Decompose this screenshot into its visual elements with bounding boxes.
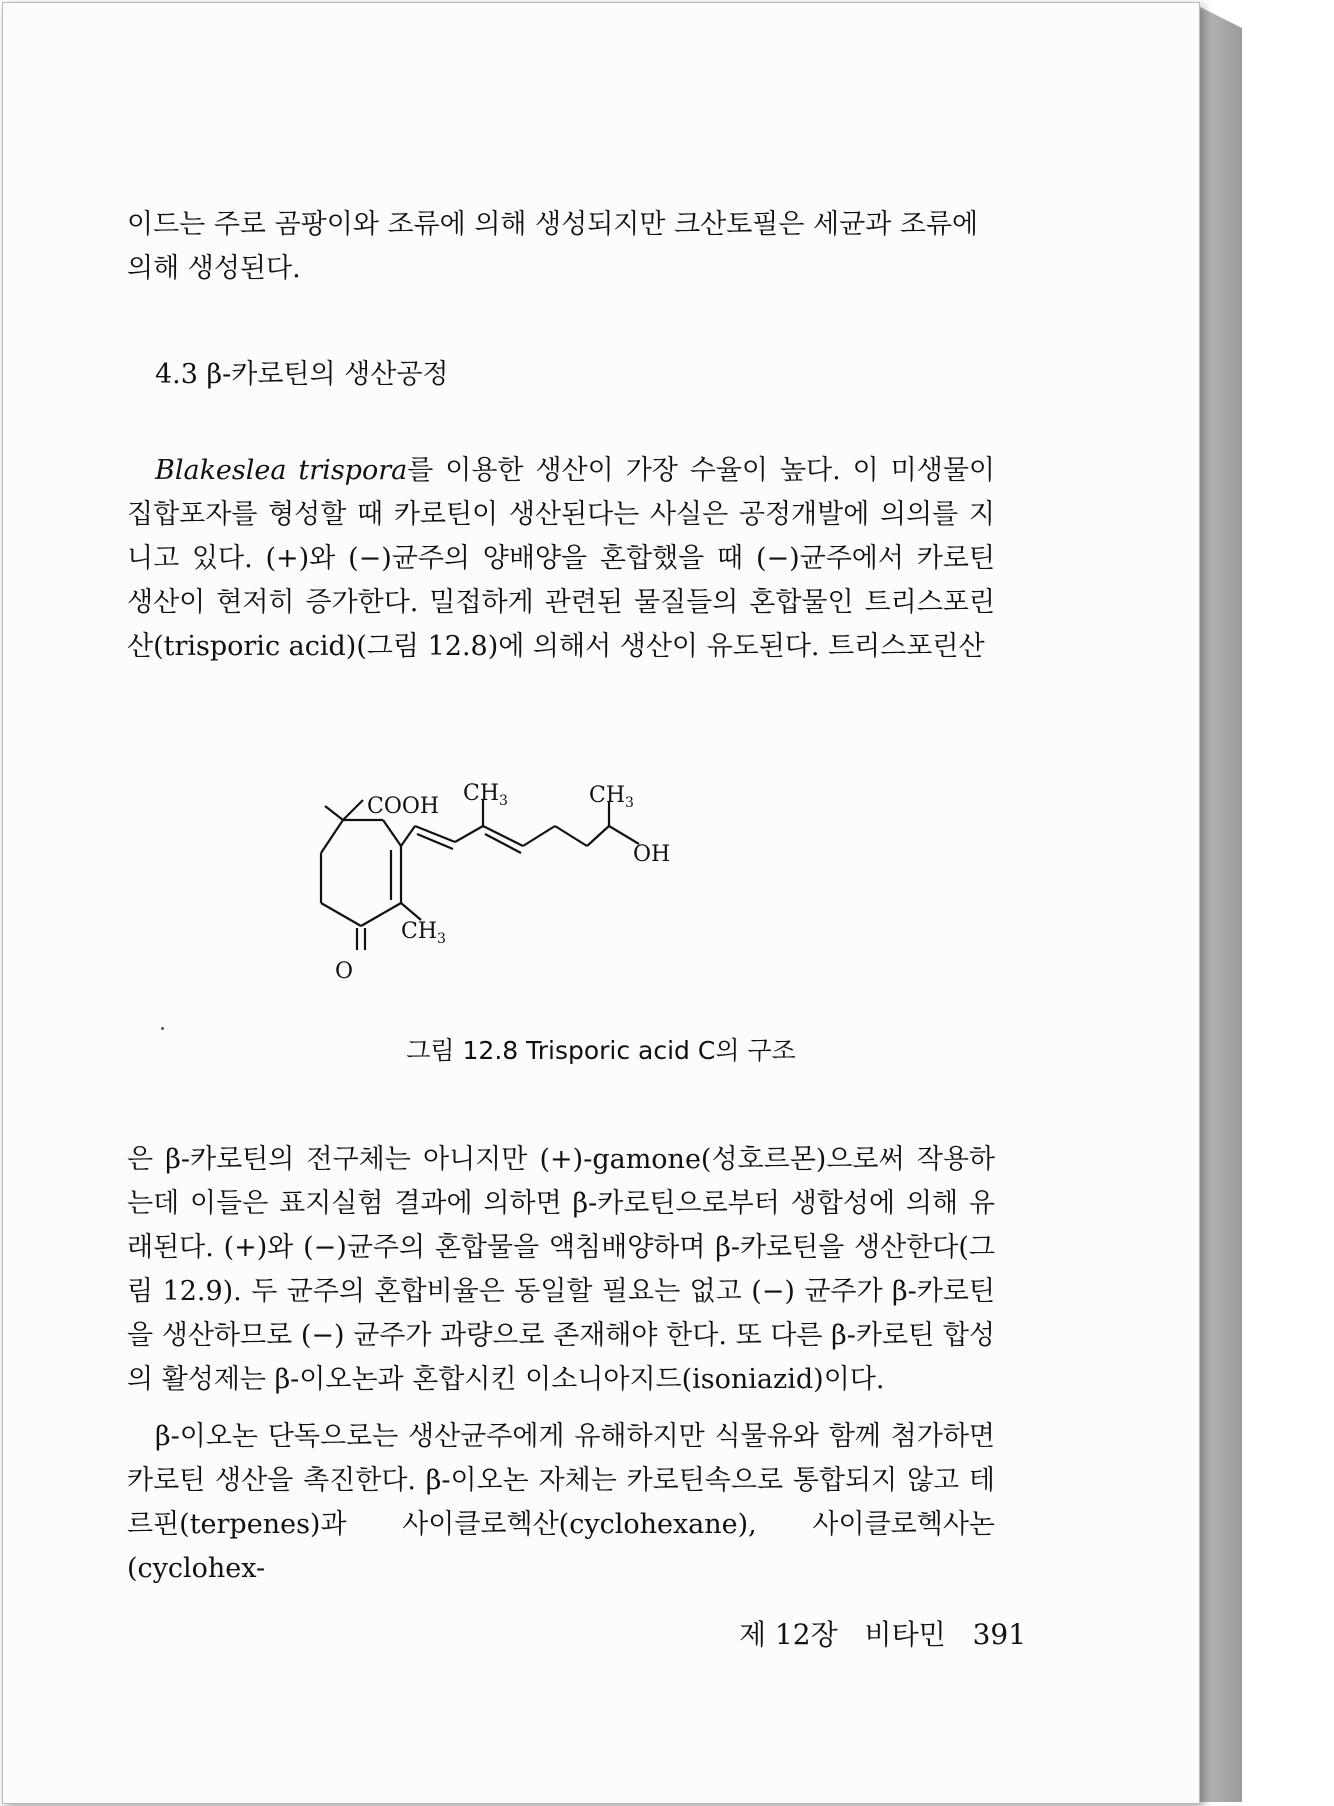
book-page [2,2,1200,1804]
label-cooh: COOH [367,794,440,819]
paragraph-blakeslea [127,449,995,669]
paragraph-ionone-text: β-이오논 단독으로는 생산균주에게 유해하지만 식물유와 함께 첨가하면 카로틴 생산을 촉진한다. β-이오논 자체는 카로틴속으로 통합되지 않고 테르핀(terpenes)과 사이클로헥산(cyclohexane), 사이클로헥사논(cyclohex- [127,1421,995,1584]
print-speck [161,1027,164,1030]
intro-paragraph [127,203,995,291]
paragraph-ionone [127,1415,995,1591]
label-ch3-chain-1: $CH_3$ [463,781,508,809]
molecule-bonds [321,800,639,950]
page-number: 391 [972,1618,1027,1651]
label-ch3-ring: $CH_3$ [401,919,446,947]
book-page-edge [1198,6,1242,1802]
intro-line-2: 의해 생성된다. [127,253,301,284]
page-footer [739,1613,1044,1653]
footer-chapter: 제 12장 [739,1618,838,1651]
paragraph-gamone-text: 은 β-카로틴의 전구체는 아니지만 (+)-gamone(성호르몬)으로써 작용하는데 이들은 표지실험 결과에 의하면 β-카로틴으로부터 생합성에 의해 유래된다. (+)와 (−)균주의 혼합물을 액침배양하며 β-카로틴을 생산한다(그림 12.9). 두 균주의 혼합비율은 동일할 필요는 없고 (−) 균주가 β-카로틴을 생산하므로 (−) 균주가 과량으로 존재해야 한다. 또 다른 β-카로틴 합성의 활성제는 β-이오논과 혼합시킨 이소니아지드(isoniazid)이다. [127,1144,995,1395]
label-ketone-o: O [335,959,354,984]
footer-title: 비타민 [864,1618,946,1651]
label-oh: OH [633,842,671,867]
label-ch3-chain-2: $CH_3$ [589,783,634,811]
section-heading: 4.3 β-카로틴의 생산공정 [155,359,449,390]
intro-line-1: 이드는 주로 곰팡이와 조류에 의해 생성되지만 크산토필은 세균과 조류에 [127,209,979,240]
species-name: Blakeslea trispora [155,455,408,486]
trisporic-acid-structure [335,778,803,988]
paragraph-gamone [127,1138,995,1402]
paragraph-blakeslea-text: 를 이용한 생산이 가장 수율이 높다. 이 미생물이 집합포자를 형성할 때 카로틴이 생산된다는 사실은 공정개발에 의의를 지니고 있다. (+)와 (−)균주의 양배양을 혼합했을 때 (−)균주에서 카로틴 생산이 현저히 증가한다. 밀접하게 관련된 물질들의 혼합물인 트리스포린산(trisporic acid)(그림 12.8)에 의해서 생산이 유도된다. 트리스포린산 [127,455,995,662]
figure-caption: 그림 12.8 Trisporic acid C의 구조 [406,1036,796,1065]
